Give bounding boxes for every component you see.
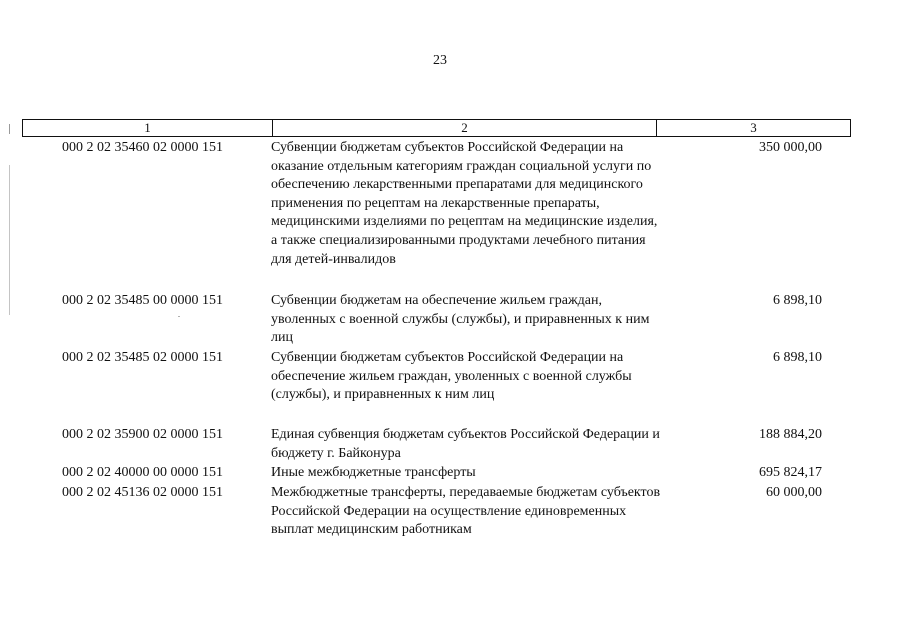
row-description: Субвенции бюджетам на обеспечение жильем граждан, уволенных с военной службы (службы), и приравненных к ним лиц — [271, 293, 650, 346]
budget-code: 000 2 02 35485 00 0000 151 — [62, 293, 223, 308]
scan-artifact — [178, 316, 180, 317]
budget-code: 000 2 02 40000 00 0000 151 — [62, 465, 223, 480]
row-description: Субвенции бюджетам субъектов Российской Федерации на обеспечение жильем граждан, уволенных с военной службы (службы), и приравненных к ним лиц — [271, 350, 632, 403]
row-amount: 6 898,10 — [773, 350, 822, 365]
row-amount: 60 000,00 — [766, 485, 822, 500]
scan-margin-line — [9, 124, 10, 134]
budget-code: 000 2 02 35900 02 0000 151 — [62, 427, 223, 442]
page-number: 23 — [433, 53, 447, 68]
table-header-cell: 1 — [23, 120, 273, 136]
row-amount: 6 898,10 — [773, 293, 822, 308]
row-description: Межбюджетные трансферты, передаваемые бюджетам субъектов Российской Федерации на осуществление единовременных выплат медицинским работникам — [271, 485, 661, 538]
row-description: Субвенции бюджетам субъектов Российской Федерации на оказание отдельным категориям граждан социальной услуги по обеспечению лекарственными препаратами для медицинского применения по рецептам на лекарственные препараты, медицинскими изделиями по рецептам на медицинские изделия, а также специализированными продуктами лечебного питания для детей-инвалидов — [271, 140, 658, 267]
table-header-row — [22, 119, 851, 137]
budget-code: 000 2 02 35460 02 0000 151 — [62, 140, 223, 155]
row-description: Иные межбюджетные трансферты — [271, 465, 476, 480]
budget-code: 000 2 02 45136 02 0000 151 — [62, 485, 223, 500]
row-amount: 695 824,17 — [759, 465, 822, 480]
table-header-cell: 3 — [750, 120, 757, 135]
row-amount: 350 000,00 — [759, 140, 822, 155]
row-amount: 188 884,20 — [759, 427, 822, 442]
row-description: Единая субвенция бюджетам субъектов Российской Федерации и бюджету г. Байконура — [271, 427, 660, 461]
table-header-cell: 2 — [273, 120, 657, 136]
budget-code: 000 2 02 35485 02 0000 151 — [62, 350, 223, 365]
scan-margin-line — [9, 165, 10, 315]
